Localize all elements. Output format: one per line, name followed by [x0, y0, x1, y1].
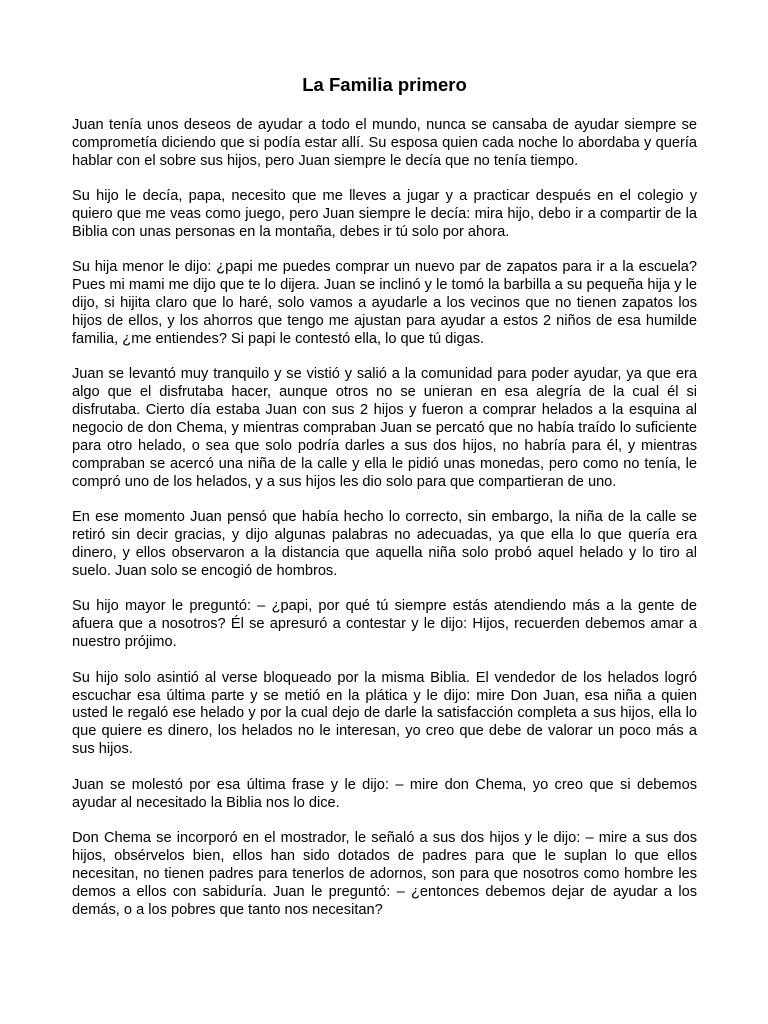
paragraph-5: En ese momento Juan pensó que había hecho lo correcto, sin embargo, la niña de la calle se retiró sin decir gracias, y dijo algunas palabras no adecuadas, ya que ella lo que quería era dinero, y ellos observaron a la distancia que aquella niña solo probó aquel helado y lo tiro al suelo. Juan solo se encogió de hombros.: [72, 509, 697, 580]
paragraph-9: Don Chema se incorporó en el mostrador, le señaló a sus dos hijos y le dijo: – mire a sus dos hijos, obsérvelos bien, ellos han sido dotados de padres para que le suplan lo que ellos necesitan, no tienen padres para tenerlos de adornos, son para que nosotros como hombre les demos a ellos con sabiduría. Juan le preguntó: – ¿entonces debemos dejar de ayudar a los demás, o a los pobres que tanto nos necesitan?: [72, 830, 697, 918]
paragraph-2: Su hijo le decía, papa, necesito que me lleves a jugar y a practicar después en el colegio y quiero que me veas como juego, pero Juan siempre le decía: mira hijo, debo ir a compartir de la Biblia con unas personas en la montaña, debes ir tú solo por ahora.: [72, 188, 697, 241]
document-page: [72, 72, 697, 937]
paragraph-3: Su hija menor le dijo: ¿papi me puedes comprar un nuevo par de zapatos para ir a la escuela? Pues mi mami me dijo que te lo dijera. Juan se inclinó y le tomó la barbilla a su pequeña hija y le dijo, si hijita claro que lo haré, solo vamos a ayudarle a los vecinos que no tienen zapatos los hijos de ellos, y los ahorros que tengo me ajustan para ayudar a estos 2 niños de esa humilde familia, ¿me entiendes? Si papi le contestó ella, lo que tú digas.: [72, 259, 697, 348]
paragraph-8: Juan se molestó por esa última frase y le dijo: – mire don Chema, yo creo que si debemos ayudar al necesitado la Biblia nos lo dice.: [72, 776, 697, 811]
paragraph-1: Juan tenía unos deseos de ayudar a todo el mundo, nunca se cansaba de ayudar siempre se comprometía diciendo que si podía estar allí. Su esposa quien cada noche lo abordaba y quería hablar con el sobre sus hijos, pero Juan siempre le decía que no tenía tiempo.: [72, 117, 697, 169]
paragraph-4: Juan se levantó muy tranquilo y se vistió y salió a la comunidad para poder ayudar, ya que era algo que el disfrutaba hacer, aunque otros no se unieran en esa alegría de la cual él si disfrutaba. Cierto día estaba Juan con sus 2 hijos y fueron a comprar helados a la esquina al negocio de don Chema, y mientras compraban Juan se percató que no había traído lo suficiente para otro helado, o sea que solo podría darles a sus dos hijos, no habría para él, y mientras compraban se acercó una niña de la calle y ella le pidió unas monedas, pero como no tenía, le compró uno de los helados, y a sus hijos les dio solo para que compartieran de uno.: [72, 366, 697, 490]
document-title: La Familia primero: [302, 74, 467, 95]
paragraph-6: Su hijo mayor le preguntó: – ¿papi, por qué tú siempre estás atendiendo más a la gente de afuera que a nosotros? Él se apresuró a contestar y le dijo: Hijos, recuerden debemos amar a nuestro prójimo.: [72, 598, 697, 651]
paragraph-7: Su hijo solo asintió al verse bloqueado por la misma Biblia. El vendedor de los helados logró escuchar esa última parte y se metió en la plática y le dijo: mire Don Juan, esa niña a quien usted le regaló ese helado y por la cual dejo de darle la satisfacción completa a sus hijos, ella lo que quiere es dinero, los helados no le interesan, yo creo que debe de valorar un poco más a sus hijos.: [72, 669, 697, 758]
